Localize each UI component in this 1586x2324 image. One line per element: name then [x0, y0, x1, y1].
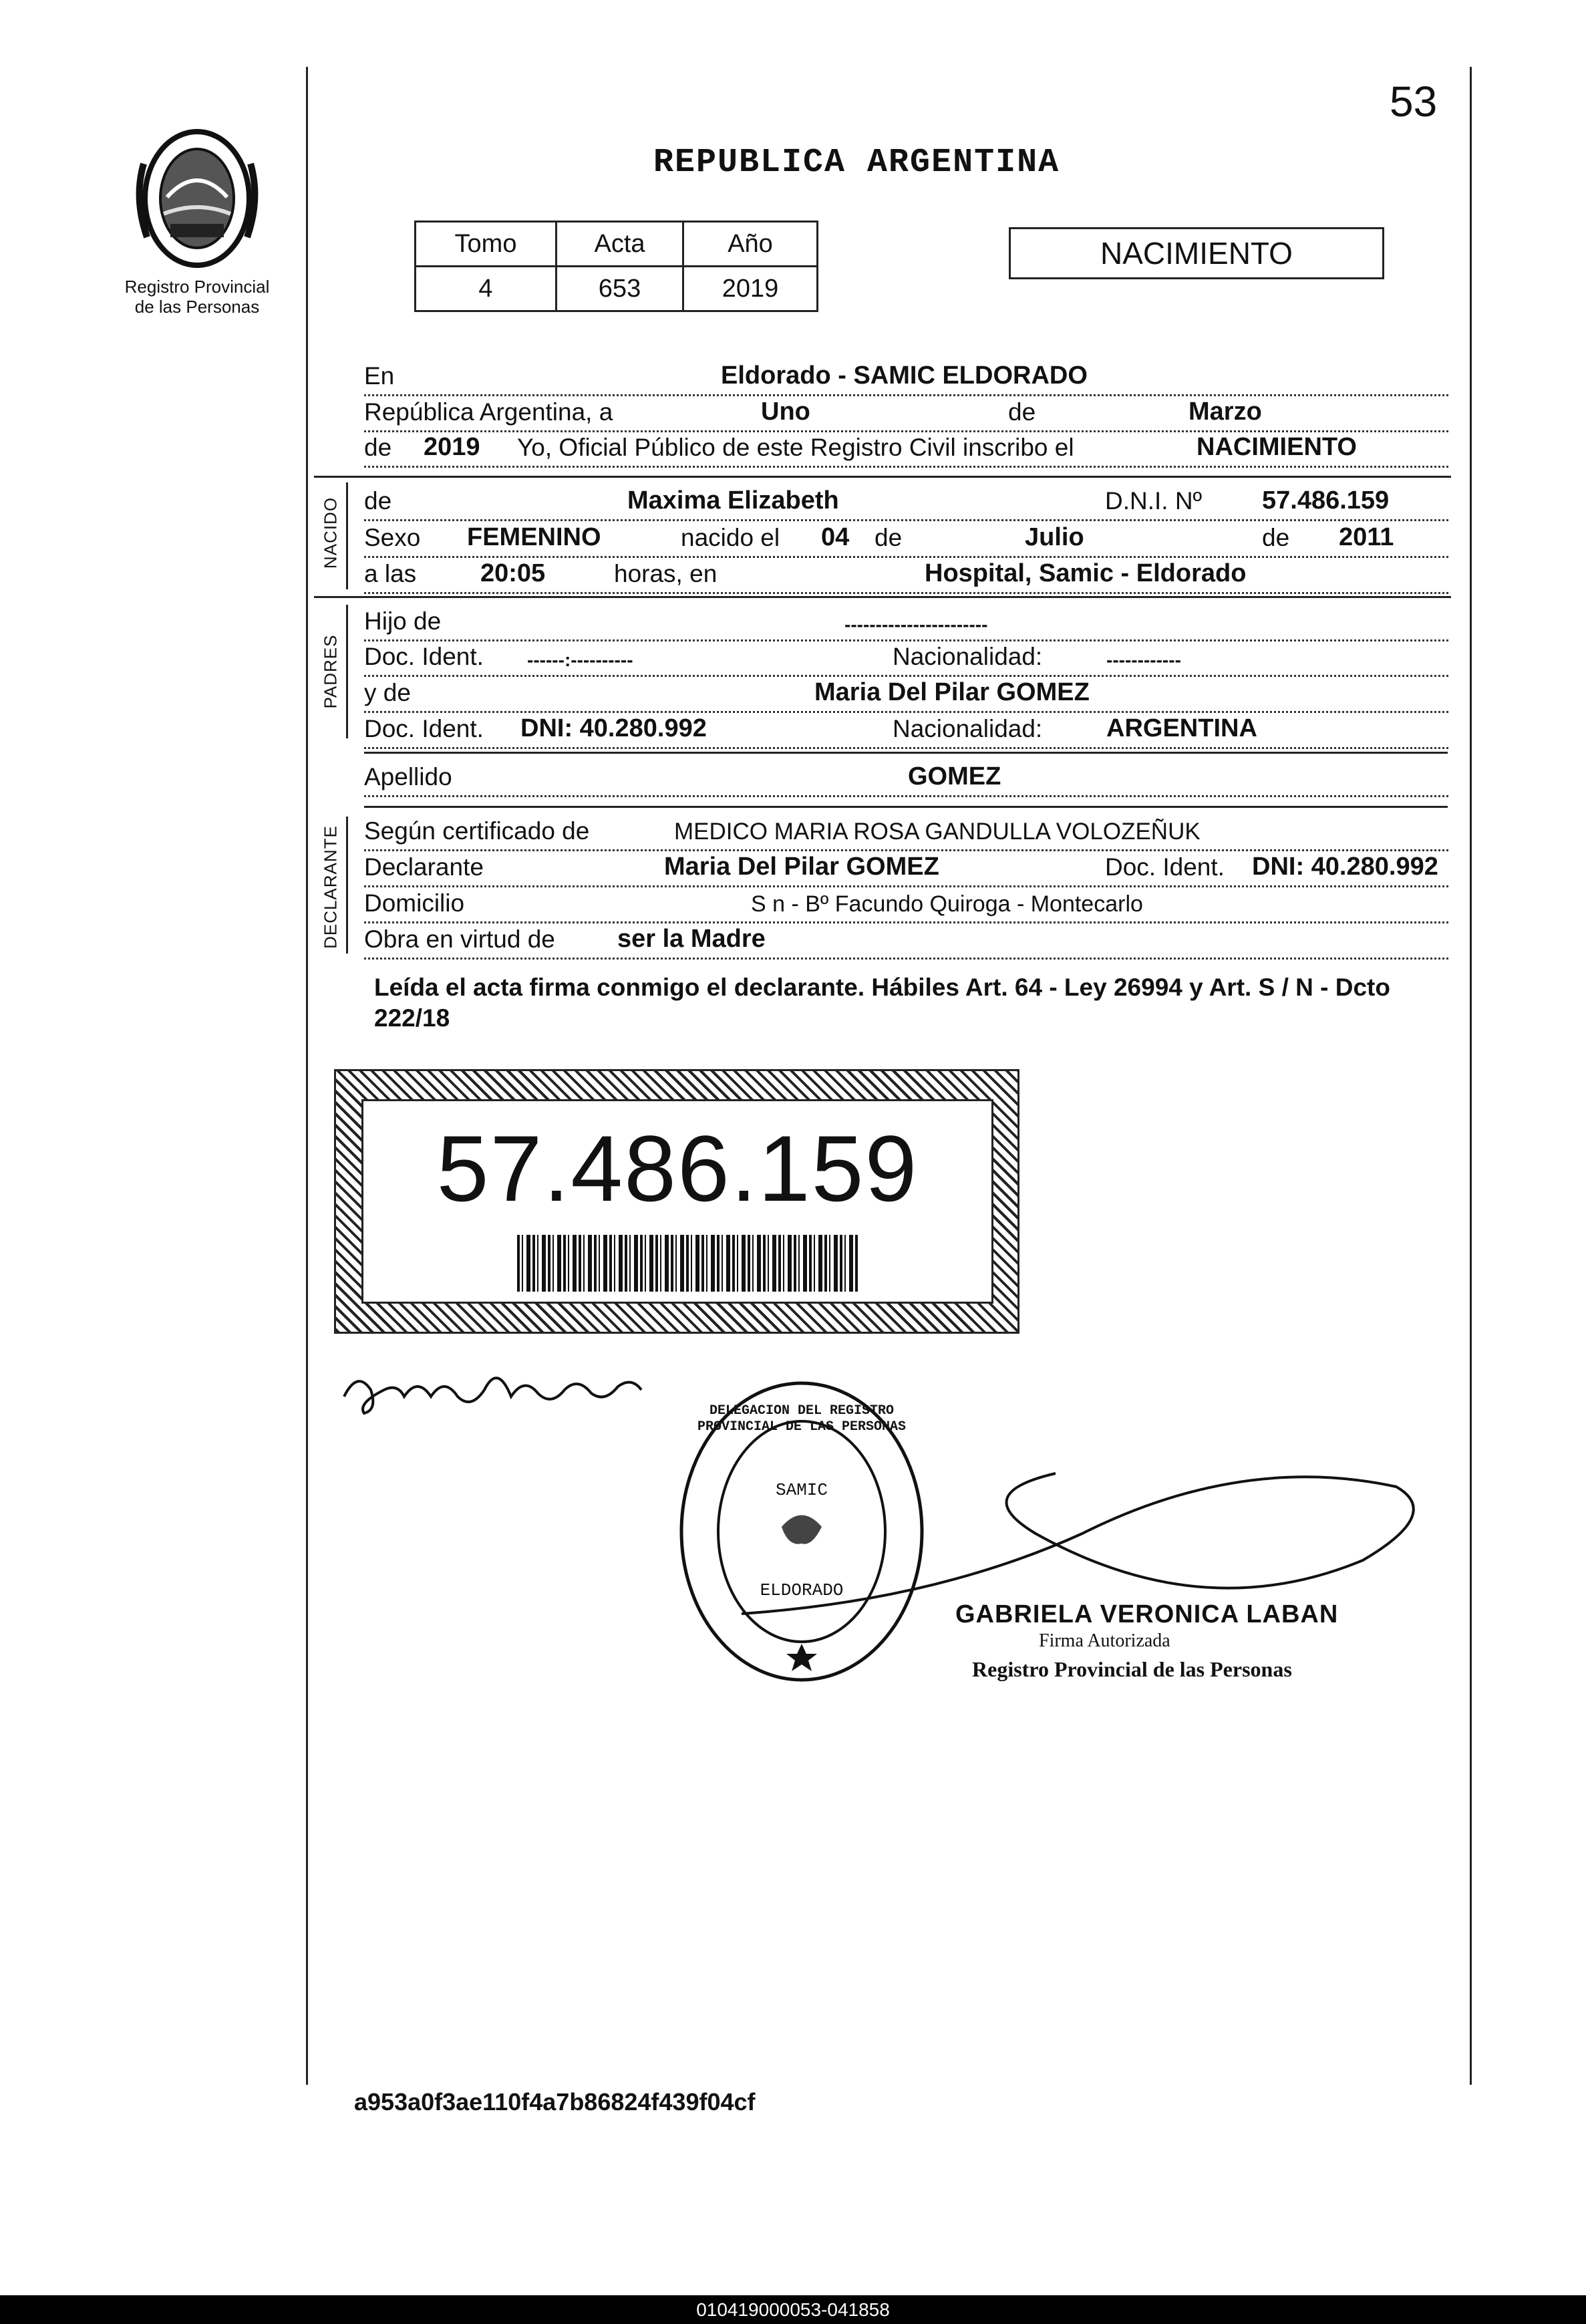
de-label-1: de: [1005, 398, 1038, 426]
birth-month: Julio: [1022, 523, 1087, 552]
mother-nationality: ARGENTINA: [1104, 714, 1260, 743]
dni-barcode: [517, 1235, 858, 1292]
declarante-doc-label: Doc. Ident.: [1102, 853, 1227, 881]
registry-label-line2: de las Personas: [134, 297, 260, 317]
inscription-value: NACIMIENTO: [1194, 433, 1360, 462]
birth-year: 2011: [1336, 523, 1396, 552]
declarante-section-label: DECLARANTE: [320, 825, 341, 949]
divider-padres: [314, 596, 1451, 598]
province-logo: [130, 124, 264, 274]
document-hash: a953a0f3ae110f4a7b86824f439f04cf: [354, 2088, 756, 2116]
divider-declarante: [364, 806, 1448, 808]
y-de-label: y de: [364, 679, 414, 707]
seal-ring-text: DELEGACION DEL REGISTRO PROVINCIAL DE LAS PERSONAS: [697, 1403, 907, 1435]
signature-scribble-icon: [337, 1350, 651, 1430]
row-official: [364, 426, 1448, 468]
row-obra: [364, 917, 1448, 960]
record-type: NACIMIENTO: [1100, 236, 1293, 271]
hijo-de-label: Hijo de: [364, 607, 444, 635]
day-value: Uno: [758, 398, 813, 426]
value-acta: 653: [557, 267, 683, 311]
declarante-bracket: [346, 817, 348, 954]
province-crest-icon: [130, 124, 264, 274]
value-tomo: 4: [416, 267, 557, 311]
birth-time: 20:05: [478, 559, 548, 588]
right-margin-line: [1470, 67, 1472, 2085]
father-nationality: ------------: [1104, 649, 1184, 671]
left-margin-line: [306, 67, 308, 2085]
birth-de-label-3: de: [1259, 524, 1292, 552]
row-nacido-time: [364, 552, 1448, 594]
row-mother-doc: [364, 707, 1448, 749]
mother-doc-label: Doc. Ident.: [364, 715, 486, 743]
year-value: 2019: [421, 433, 483, 462]
sexo-label: Sexo: [364, 524, 423, 552]
nacido-name: Maxima Elizabeth: [625, 486, 842, 515]
seal-center-top: SAMIC: [775, 1480, 828, 1500]
place-value: Eldorado - SAMIC ELDORADO: [718, 361, 1090, 390]
apellido-label: Apellido: [364, 763, 455, 791]
declarante-name: Maria Del Pilar GOMEZ: [661, 853, 942, 881]
registry-label: [100, 277, 294, 317]
row-apellido: [364, 755, 1448, 797]
closing-text: Leída el acta firma conmigo el declarante. Hábiles Art. 64 - Ley 26994 y Art. S / N - Dcto 222/18: [374, 974, 1390, 1032]
domicilio-label: Domicilio: [364, 889, 467, 917]
registry-label-line1: Registro Provincial: [124, 277, 270, 297]
nacido-bracket: [346, 482, 348, 589]
padres-bracket: [346, 605, 348, 738]
footer-code: 010419000053-041858: [696, 2299, 890, 2320]
month-value: Marzo: [1186, 398, 1265, 426]
official-name: GABRIELA VERONICA LABAN: [955, 1600, 1339, 1628]
apellido-value: GOMEZ: [905, 762, 1003, 791]
obra-label: Obra en virtud de: [364, 925, 558, 954]
row-nacido-name: [364, 479, 1448, 521]
de-label-2: de: [364, 434, 394, 462]
padres-section-label: PADRES: [320, 634, 341, 709]
official-org: Registro Provincial de las Personas: [972, 1657, 1292, 1681]
record-type-box: [1009, 227, 1384, 279]
cert-label: Según certificado de: [364, 817, 592, 845]
birth-de-label: de: [872, 524, 905, 552]
mother-name: Maria Del Pilar GOMEZ: [812, 678, 1092, 707]
header-tomo: Tomo: [416, 222, 557, 267]
divider-nacido: [314, 476, 1451, 478]
official-text: Yo, Oficial Público de este Registro Civil inscribo el: [514, 434, 1077, 462]
certificate-value: MEDICO MARIA ROSA GANDULLA VOLOZEÑUK: [671, 819, 1203, 845]
father-name: -----------------------: [842, 614, 990, 635]
domicilio-value: S n - Bº Facundo Quiroga - Montecarlo: [748, 891, 1146, 917]
declarante-doc: DNI: 40.280.992: [1249, 853, 1441, 881]
father-nat-label: Nacionalidad:: [890, 643, 1045, 671]
mother-nat-label: Nacionalidad:: [890, 715, 1045, 743]
en-label: En: [364, 362, 397, 390]
horas-label: horas, en: [611, 560, 720, 588]
footer-bar: [0, 2295, 1586, 2324]
nacido-de-label: de: [364, 487, 394, 515]
birth-place: Hospital, Samic - Eldorado: [922, 559, 1249, 588]
header-title: REPUBLICA ARGENTINA: [653, 144, 1060, 182]
obra-value: ser la Madre: [615, 925, 768, 954]
a-las-label: a las: [364, 560, 419, 588]
dni-sticker-inner: [361, 1099, 993, 1304]
seal-center-bottom: ELDORADO: [760, 1580, 844, 1600]
dni-label: D.N.I. Nº: [1102, 487, 1205, 515]
father-doc-label: Doc. Ident.: [364, 643, 486, 671]
header-ano: Año: [683, 222, 818, 267]
record-table: [414, 221, 818, 312]
republica-label: República Argentina, a: [364, 398, 615, 426]
nacido-section-label: NACIDO: [320, 496, 341, 569]
official-role: Firma Autorizada: [1039, 1630, 1170, 1651]
dni-sticker: [334, 1069, 1019, 1334]
header-acta: Acta: [557, 222, 683, 267]
birth-day: 04: [818, 523, 852, 552]
father-doc: ------:----------: [524, 649, 636, 671]
declarante-label: Declarante: [364, 853, 486, 881]
mother-doc: DNI: 40.280.992: [518, 714, 709, 743]
dni-sticker-number: 57.486.159: [436, 1116, 919, 1221]
nacido-dni: 57.486.159: [1259, 486, 1392, 515]
sexo-value: FEMENINO: [464, 523, 604, 552]
divider-apellido: [364, 752, 1448, 754]
nacido-el-label: nacido el: [678, 524, 782, 552]
declarante-signature: [337, 1350, 651, 1430]
page-number: 53: [1390, 78, 1438, 126]
value-ano: 2019: [683, 267, 818, 311]
